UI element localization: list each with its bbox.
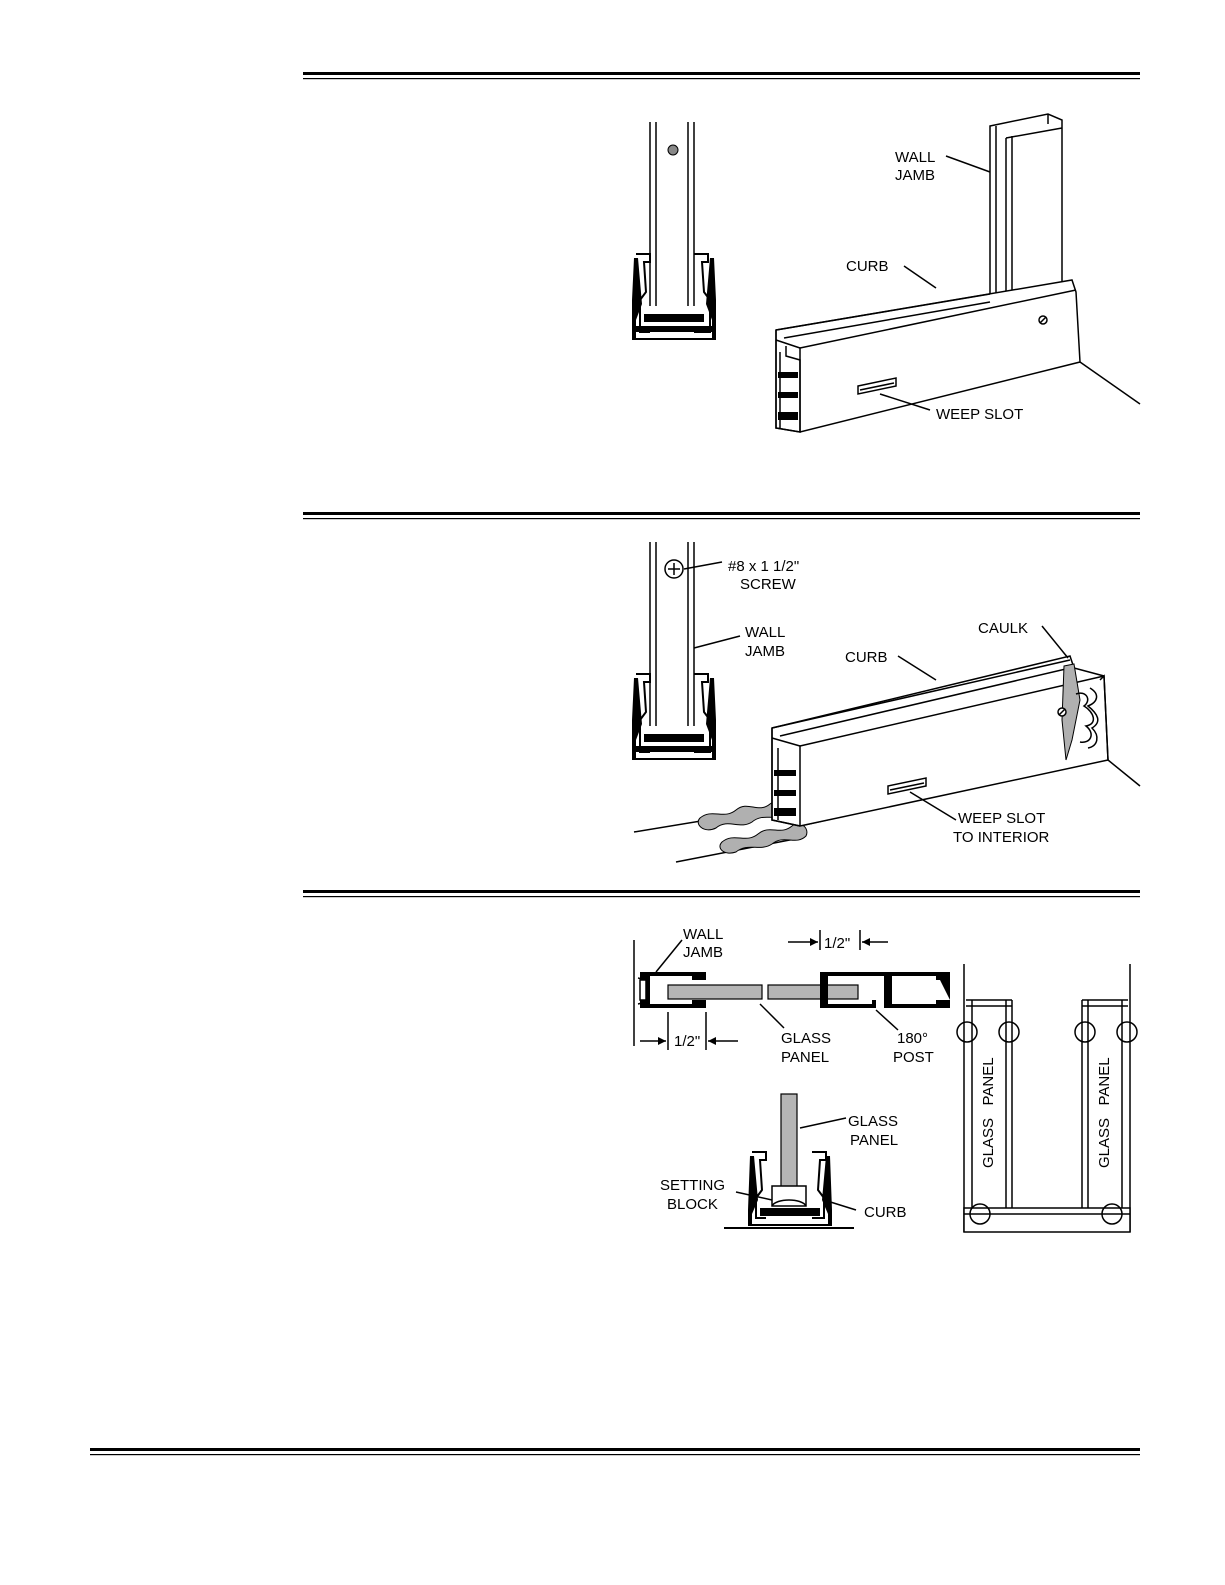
s1-jamb-label-line2: JAMB — [895, 167, 936, 184]
s2-caulk-label: CAULK — [978, 620, 1029, 637]
wall-jamb-curb-iso-1 — [776, 114, 1140, 432]
s3-dim-bottom-label: 1/2" — [674, 1033, 701, 1050]
s2-screw-label-line2: SCREW — [740, 576, 796, 593]
s2-jamb-label-line2: JAMB — [745, 643, 786, 660]
curb-jamb-section-1 — [632, 122, 716, 340]
s1-curb-label: CURB — [846, 258, 889, 275]
s2-wall-label-line1: WALL — [745, 624, 786, 641]
s3-panel-side-label-line2: PANEL — [850, 1132, 899, 1149]
s1-weep-slot-label: WEEP SLOT — [936, 406, 1024, 423]
s2-weep-slot-line1: WEEP SLOT — [958, 810, 1046, 827]
s3-curb-label: CURB — [864, 1204, 907, 1221]
s2-screw-label-line1: #8 x 1 1/2" — [728, 558, 800, 575]
s3-block-label-line2: BLOCK — [667, 1196, 718, 1213]
s2-curb-label: CURB — [845, 649, 888, 666]
s3-panel-label-line2: PANEL — [781, 1049, 830, 1066]
s3-setting-label-line1: SETTING — [660, 1177, 726, 1194]
s1-wall-label-line1: WALL — [895, 149, 936, 166]
s3-elev-left-label: GLASS PANEL — [980, 1057, 997, 1168]
section-rule-1 — [303, 72, 1140, 79]
s3-glass-side-label-line1: GLASS — [848, 1113, 899, 1130]
s3-glass-label-line1: GLASS — [781, 1030, 832, 1047]
footer-rule — [90, 1448, 1140, 1455]
s3-post-label-line2: POST — [893, 1049, 934, 1066]
s3-post-label-line1: 180° — [897, 1030, 929, 1047]
section-rule-2 — [303, 512, 1140, 519]
curb-jamb-section-2 — [632, 542, 740, 760]
s3-jamb-label-line2: JAMB — [683, 944, 724, 961]
s3-wall-label-line1: WALL — [683, 926, 724, 943]
section-rule-3 — [303, 890, 1140, 897]
s3-dim-top-label: 1/2" — [824, 935, 851, 952]
s3-elev-right-label: GLASS PANEL — [1096, 1057, 1113, 1168]
s2-weep-slot-line2: TO INTERIOR — [953, 829, 1050, 846]
setting-block-section — [724, 1094, 856, 1228]
